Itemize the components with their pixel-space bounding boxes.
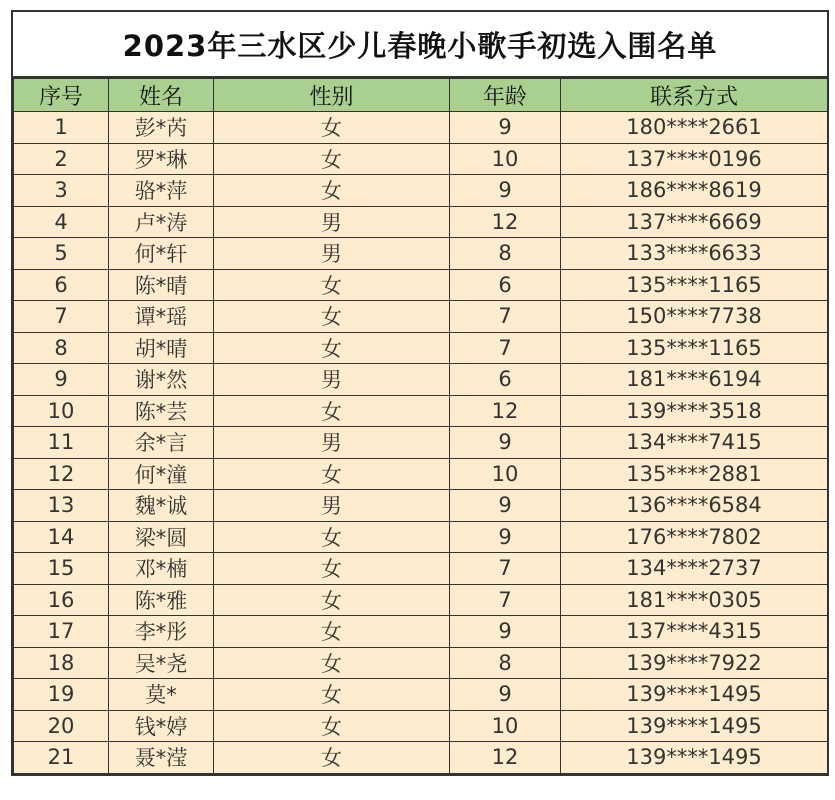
cell-index: 11	[14, 427, 109, 459]
cell-age: 7	[450, 584, 561, 616]
cell-contact: 139****3518	[561, 395, 828, 427]
cell-gender: 女	[214, 395, 450, 427]
cell-age: 12	[450, 206, 561, 238]
header-gender: 性别	[214, 79, 450, 112]
cell-contact: 136****6584	[561, 490, 828, 522]
cell-gender: 女	[214, 742, 450, 774]
cell-index: 21	[14, 742, 109, 774]
table-row	[14, 395, 828, 427]
table-row	[14, 521, 828, 553]
cell-name: 吴*尧	[109, 647, 214, 679]
cell-name: 何*轩	[109, 238, 214, 270]
cell-gender: 男	[214, 238, 450, 270]
cell-name: 卢*涛	[109, 206, 214, 238]
cell-contact: 181****0305	[561, 584, 828, 616]
cell-gender: 女	[214, 679, 450, 711]
cell-name: 李*彤	[109, 616, 214, 648]
cell-gender: 女	[214, 458, 450, 490]
cell-age: 9	[450, 112, 561, 144]
cell-age: 9	[450, 490, 561, 522]
cell-name: 罗*琳	[109, 143, 214, 175]
table-row	[14, 490, 828, 522]
cell-index: 10	[14, 395, 109, 427]
header-index: 序号	[14, 79, 109, 112]
table-row	[14, 175, 828, 207]
cell-gender: 女	[214, 553, 450, 585]
cell-index: 17	[14, 616, 109, 648]
cell-index: 20	[14, 710, 109, 742]
cell-age: 6	[450, 269, 561, 301]
cell-index: 5	[14, 238, 109, 270]
table-row	[14, 742, 828, 774]
cell-name: 陈*晴	[109, 269, 214, 301]
cell-gender: 女	[214, 112, 450, 144]
cell-contact: 180****2661	[561, 112, 828, 144]
cell-gender: 女	[214, 647, 450, 679]
cell-gender: 男	[214, 206, 450, 238]
cell-index: 8	[14, 332, 109, 364]
cell-contact: 186****8619	[561, 175, 828, 207]
table-row	[14, 616, 828, 648]
cell-index: 12	[14, 458, 109, 490]
cell-name: 余*言	[109, 427, 214, 459]
table-row	[14, 647, 828, 679]
cell-age: 12	[450, 742, 561, 774]
cell-gender: 女	[214, 616, 450, 648]
cell-age: 6	[450, 364, 561, 396]
cell-name: 谢*然	[109, 364, 214, 396]
cell-contact: 134****2737	[561, 553, 828, 585]
cell-contact: 135****1165	[561, 332, 828, 364]
cell-name: 梁*圆	[109, 521, 214, 553]
cell-gender: 女	[214, 175, 450, 207]
cell-contact: 181****6194	[561, 364, 828, 396]
cell-age: 9	[450, 521, 561, 553]
cell-index: 9	[14, 364, 109, 396]
cell-name: 陈*雅	[109, 584, 214, 616]
table-row	[14, 458, 828, 490]
cell-gender: 女	[214, 269, 450, 301]
cell-age: 9	[450, 427, 561, 459]
cell-contact: 135****1165	[561, 269, 828, 301]
cell-index: 15	[14, 553, 109, 585]
cell-contact: 133****6633	[561, 238, 828, 270]
cell-contact: 137****0196	[561, 143, 828, 175]
cell-contact: 139****1495	[561, 710, 828, 742]
cell-name: 谭*瑶	[109, 301, 214, 333]
cell-contact: 139****1495	[561, 742, 828, 774]
table-row	[14, 364, 828, 396]
spreadsheet	[11, 10, 829, 776]
table-row	[14, 238, 828, 270]
cell-contact: 139****1495	[561, 679, 828, 711]
table-row	[14, 143, 828, 175]
cell-age: 7	[450, 301, 561, 333]
cell-name: 莫*	[109, 679, 214, 711]
table-row	[14, 112, 828, 144]
cell-age: 9	[450, 175, 561, 207]
cell-contact: 150****7738	[561, 301, 828, 333]
cell-name: 邓*楠	[109, 553, 214, 585]
table-row	[14, 679, 828, 711]
table-body	[14, 112, 828, 774]
cell-gender: 女	[214, 332, 450, 364]
table-row	[14, 301, 828, 333]
header-name: 姓名	[109, 79, 214, 112]
cell-gender: 女	[214, 521, 450, 553]
header-row	[14, 79, 828, 112]
cell-gender: 女	[214, 143, 450, 175]
cell-age: 10	[450, 710, 561, 742]
cell-gender: 男	[214, 490, 450, 522]
cell-age: 12	[450, 395, 561, 427]
cell-age: 9	[450, 679, 561, 711]
cell-index: 7	[14, 301, 109, 333]
table-row	[14, 206, 828, 238]
cell-gender: 男	[214, 427, 450, 459]
table-row	[14, 332, 828, 364]
cell-age: 7	[450, 332, 561, 364]
cell-contact: 135****2881	[561, 458, 828, 490]
cell-index: 14	[14, 521, 109, 553]
cell-name: 何*潼	[109, 458, 214, 490]
cell-gender: 女	[214, 710, 450, 742]
sheet-title: 2023年三水区少儿春晚小歌手初选入围名单	[13, 12, 827, 78]
cell-index: 19	[14, 679, 109, 711]
cell-index: 2	[14, 143, 109, 175]
cell-contact: 137****4315	[561, 616, 828, 648]
cell-name: 魏*诚	[109, 490, 214, 522]
cell-name: 钱*婷	[109, 710, 214, 742]
cell-contact: 137****6669	[561, 206, 828, 238]
cell-name: 彭*芮	[109, 112, 214, 144]
cell-age: 8	[450, 647, 561, 679]
cell-index: 3	[14, 175, 109, 207]
cell-name: 骆*萍	[109, 175, 214, 207]
cell-gender: 女	[214, 584, 450, 616]
table-row	[14, 553, 828, 585]
table-row	[14, 710, 828, 742]
cell-gender: 男	[214, 364, 450, 396]
cell-name: 聂*滢	[109, 742, 214, 774]
cell-index: 1	[14, 112, 109, 144]
header-contact: 联系方式	[561, 79, 828, 112]
cell-name: 胡*晴	[109, 332, 214, 364]
cell-name: 陈*芸	[109, 395, 214, 427]
roster-table	[13, 78, 828, 774]
header-age: 年龄	[450, 79, 561, 112]
cell-index: 18	[14, 647, 109, 679]
cell-index: 16	[14, 584, 109, 616]
table-row	[14, 427, 828, 459]
cell-age: 9	[450, 616, 561, 648]
cell-age: 10	[450, 458, 561, 490]
cell-index: 13	[14, 490, 109, 522]
cell-index: 4	[14, 206, 109, 238]
table-row	[14, 269, 828, 301]
table-row	[14, 584, 828, 616]
cell-contact: 139****7922	[561, 647, 828, 679]
cell-age: 10	[450, 143, 561, 175]
cell-contact: 176****7802	[561, 521, 828, 553]
cell-gender: 女	[214, 301, 450, 333]
cell-age: 7	[450, 553, 561, 585]
cell-contact: 134****7415	[561, 427, 828, 459]
cell-index: 6	[14, 269, 109, 301]
cell-age: 8	[450, 238, 561, 270]
